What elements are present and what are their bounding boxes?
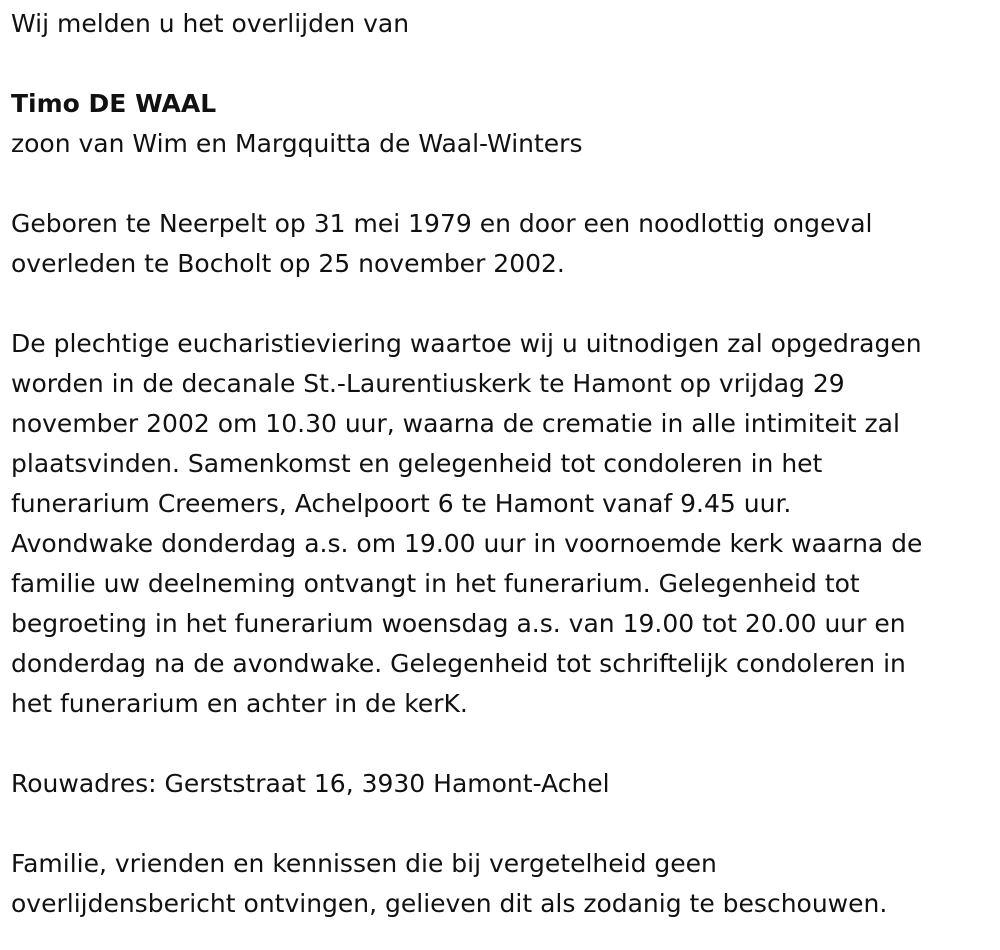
obituary-notice	[11, 4, 991, 924]
intro-text: Wij melden u het overlijden van	[11, 9, 410, 38]
birth-death-line-2: overleden te Bocholt op 25 november 2002.	[11, 249, 565, 278]
ceremony-paragraph	[11, 324, 991, 724]
ceremony-line: De plechtige eucharistieviering waartoe wij u uitnodigen zal opgedragen	[11, 329, 922, 358]
deceased-name: Timo DE WAAL	[11, 89, 217, 118]
ceremony-line: plaatsvinden. Samenkomst en gelegenheid tot condoleren in het	[11, 449, 823, 478]
ceremony-line: Avondwake donderdag a.s. om 19.00 uur in voornoemde kerk waarna de	[11, 529, 923, 558]
ceremony-line: worden in de decanale St.-Laurentiuskerk te Hamont op vrijdag 29	[11, 369, 845, 398]
ceremony-line: het funerarium en achter in de kerK.	[11, 689, 468, 718]
ceremony-line: november 2002 om 10.30 uur, waarna de crematie in alle intimiteit zal	[11, 409, 900, 438]
deceased-relation: zoon van Wim en Margquitta de Waal-Winters	[11, 129, 583, 158]
closing-line-2: overlijdensbericht ontvingen, gelieven dit als zodanig te beschouwen.	[11, 889, 888, 918]
ceremony-line: donderdag na de avondwake. Gelegenheid tot schriftelijk condoleren in	[11, 649, 906, 678]
spacer	[11, 724, 991, 764]
spacer	[11, 284, 991, 324]
closing-line-1: Familie, vrienden en kennissen die bij vergetelheid geen	[11, 849, 717, 878]
ceremony-line: funerarium Creemers, Achelpoort 6 te Hamont vanaf 9.45 uur.	[11, 489, 792, 518]
spacer	[11, 164, 991, 204]
mourning-address: Rouwadres: Gerststraat 16, 3930 Hamont-Achel	[11, 769, 610, 798]
spacer	[11, 44, 991, 84]
ceremony-line: begroeting in het funerarium woensdag a.s. van 19.00 tot 20.00 uur en	[11, 609, 906, 638]
spacer	[11, 804, 991, 844]
birth-death-line-1: Geboren te Neerpelt op 31 mei 1979 en door een noodlottig ongeval	[11, 209, 873, 238]
ceremony-line: familie uw deelneming ontvangt in het funerarium. Gelegenheid tot	[11, 569, 860, 598]
